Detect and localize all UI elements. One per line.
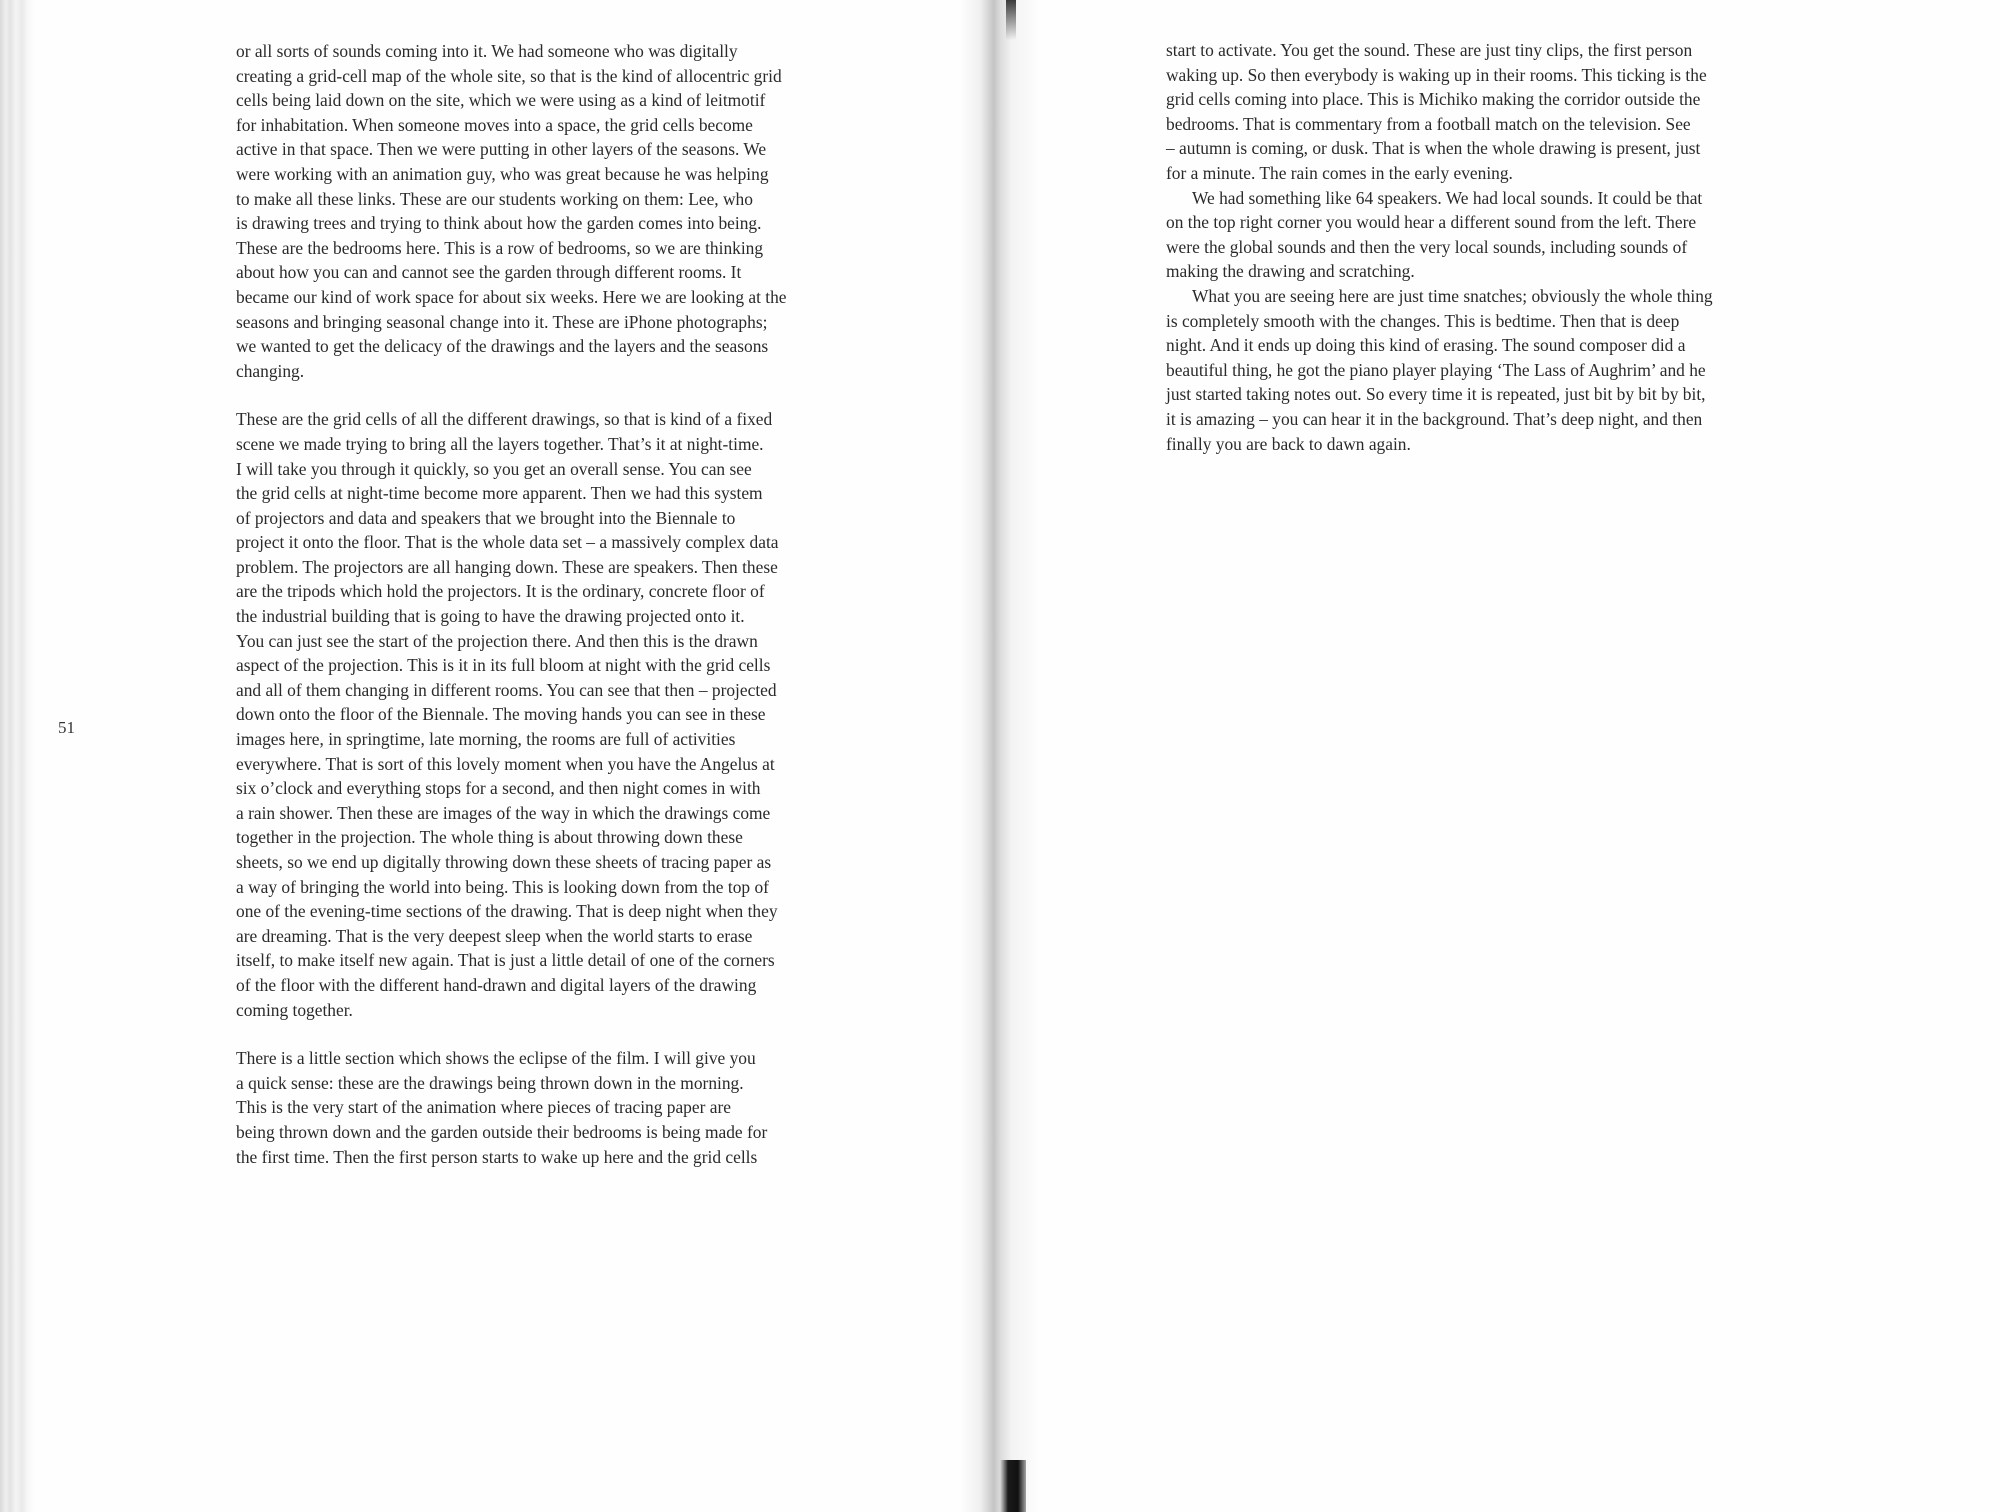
- text-line: became our kind of work space for about six weeks. Here we are looking at the: [236, 286, 787, 307]
- text-line: we wanted to get the delicacy of the drawings and the layers and the seasons: [236, 336, 769, 357]
- paragraph-gap: [236, 383, 862, 407]
- text-line: cells being laid down on the site, which we were using as a kind of leitmotif: [236, 90, 766, 111]
- text-line: images here, in springtime, late morning, the rooms are full of activities: [236, 729, 736, 750]
- text-line: We had something like 64 speakers. We had local sounds. It could be that: [1192, 187, 1703, 208]
- left-page-text: [236, 39, 862, 1169]
- text-line: scene we made trying to bring all the layers together. That’s it at night-time.: [236, 433, 764, 454]
- text-line: What you are seeing here are just time snatches; obviously the whole thing: [1192, 285, 1713, 306]
- book-gutter: [960, 0, 1040, 1512]
- text-line: changing.: [236, 360, 305, 381]
- text-line: being thrown down and the garden outside their bedrooms is being made for: [236, 1121, 768, 1142]
- text-line: is drawing trees and trying to think about how the garden comes into being.: [236, 213, 762, 234]
- text-line: I will take you through it quickly, so you get an overall sense. You can see: [236, 458, 752, 479]
- text-line: the first time. Then the first person starts to wake up here and the grid cells: [236, 1146, 758, 1167]
- text-line: start to activate. You get the sound. These are just tiny clips, the first person: [1166, 40, 1693, 60]
- text-line: of the floor with the different hand-drawn and digital layers of the drawing: [236, 974, 757, 995]
- paragraph: [1166, 38, 1778, 186]
- text-line: for inhabitation. When someone moves into a space, the grid cells become: [236, 114, 753, 135]
- text-line: are dreaming. That is the very deepest sleep when the world starts to erase: [236, 925, 753, 946]
- text-line: a rain shower. Then these are images of the way in which the drawings come: [236, 802, 771, 823]
- text-line: one of the evening-time sections of the drawing. That is deep night when they: [236, 901, 778, 922]
- text-line: a quick sense: these are the drawings being thrown down in the morning.: [236, 1072, 744, 1093]
- text-line: sheets, so we end up digitally throwing down these sheets of tracing paper as: [236, 852, 772, 872]
- paragraph: [1166, 284, 1778, 456]
- paragraph: [236, 407, 862, 1022]
- text-line: night. And it ends up doing this kind of erasing. The sound composer did a: [1166, 335, 1686, 356]
- text-line: itself, to make itself new again. That is just a little detail of one of the corners: [236, 950, 775, 971]
- text-line: down onto the floor of the Biennale. The moving hands you can see in these: [236, 704, 766, 725]
- gutter-shadow-bottom: [1000, 1460, 1026, 1512]
- text-line: about how you can and cannot see the garden through different rooms. It: [236, 262, 742, 283]
- text-line: seasons and bringing seasonal change into it. These are iPhone photographs;: [236, 311, 768, 332]
- text-line: beautiful thing, he got the piano player playing ‘The Lass of Aughrim’ and he: [1166, 359, 1706, 380]
- right-page-text: [1166, 38, 1778, 456]
- text-line: – autumn is coming, or dusk. That is when the whole drawing is present, just: [1166, 138, 1701, 159]
- text-line: it is amazing – you can hear it in the background. That’s deep night, and then: [1166, 408, 1703, 429]
- paragraph: [236, 39, 862, 383]
- text-line: There is a little section which shows the eclipse of the film. I will give you: [236, 1048, 756, 1069]
- paragraph: [1166, 186, 1778, 284]
- text-line: were working with an animation guy, who was great because he was helping: [236, 163, 769, 184]
- text-line: waking up. So then everybody is waking up in their rooms. This ticking is the: [1166, 64, 1707, 85]
- text-line: and all of them changing in different rooms. You can see that then – projected: [236, 679, 777, 700]
- text-line: for a minute. The rain comes in the early evening.: [1166, 162, 1513, 183]
- text-line: to make all these links. These are our students working on them: Lee, who: [236, 188, 753, 209]
- text-line: active in that space. Then we were putting in other layers of the seasons. We: [236, 139, 767, 160]
- text-line: just started taking notes out. So every time it is repeated, just bit by bit by bit,: [1166, 384, 1706, 405]
- text-line: making the drawing and scratching.: [1166, 261, 1415, 282]
- gutter-shadow-top: [1006, 0, 1016, 40]
- text-line: These are the grid cells of all the different drawings, so that is kind of a fixed: [236, 409, 773, 430]
- text-line: are the tripods which hold the projectors. It is the ordinary, concrete floor of: [236, 581, 765, 602]
- paragraph: [236, 1046, 862, 1169]
- text-line: This is the very start of the animation where pieces of tracing paper are: [236, 1097, 731, 1118]
- text-line: were the global sounds and then the very local sounds, including sounds of: [1166, 236, 1688, 257]
- text-line: problem. The projectors are all hanging down. These are speakers. Then these: [236, 556, 778, 577]
- text-line: on the top right corner you would hear a different sound from the left. There: [1166, 212, 1697, 233]
- text-line: grid cells coming into place. This is Michiko making the corridor outside the: [1166, 89, 1701, 110]
- text-line: coming together.: [236, 999, 353, 1020]
- text-line: or all sorts of sounds coming into it. We had someone who was digitally: [236, 41, 738, 61]
- text-line: creating a grid-cell map of the whole site, so that is the kind of allocentric grid: [236, 65, 782, 86]
- text-line: six o’clock and everything stops for a second, and then night comes in with: [236, 778, 761, 799]
- text-line: You can just see the start of the projection there. And then this is the drawn: [236, 630, 758, 651]
- text-line: bedrooms. That is commentary from a football match on the television. See: [1166, 113, 1691, 134]
- text-line: These are the bedrooms here. This is a row of bedrooms, so we are thinking: [236, 237, 764, 258]
- text-line: everywhere. That is sort of this lovely moment when you have the Angelus at: [236, 753, 775, 774]
- text-line: the grid cells at night-time become more apparent. Then we had this system: [236, 483, 763, 504]
- text-line: together in the projection. The whole thing is about throwing down these: [236, 827, 743, 848]
- text-line: is completely smooth with the changes. This is bedtime. Then that is deep: [1166, 310, 1680, 331]
- text-line: finally you are back to dawn again.: [1166, 433, 1411, 454]
- text-line: aspect of the projection. This is it in its full bloom at night with the grid cells: [236, 655, 771, 676]
- text-line: the industrial building that is going to have the drawing projected onto it.: [236, 606, 745, 627]
- text-line: of projectors and data and speakers that we brought into the Biennale to: [236, 507, 736, 528]
- text-line: project it onto the floor. That is the whole data set – a massively complex data: [236, 532, 779, 553]
- text-line: a way of bringing the world into being. This is looking down from the top of: [236, 876, 769, 897]
- page-number: 51: [58, 718, 75, 737]
- page-edges: [0, 0, 34, 1512]
- paragraph-gap: [236, 1022, 862, 1046]
